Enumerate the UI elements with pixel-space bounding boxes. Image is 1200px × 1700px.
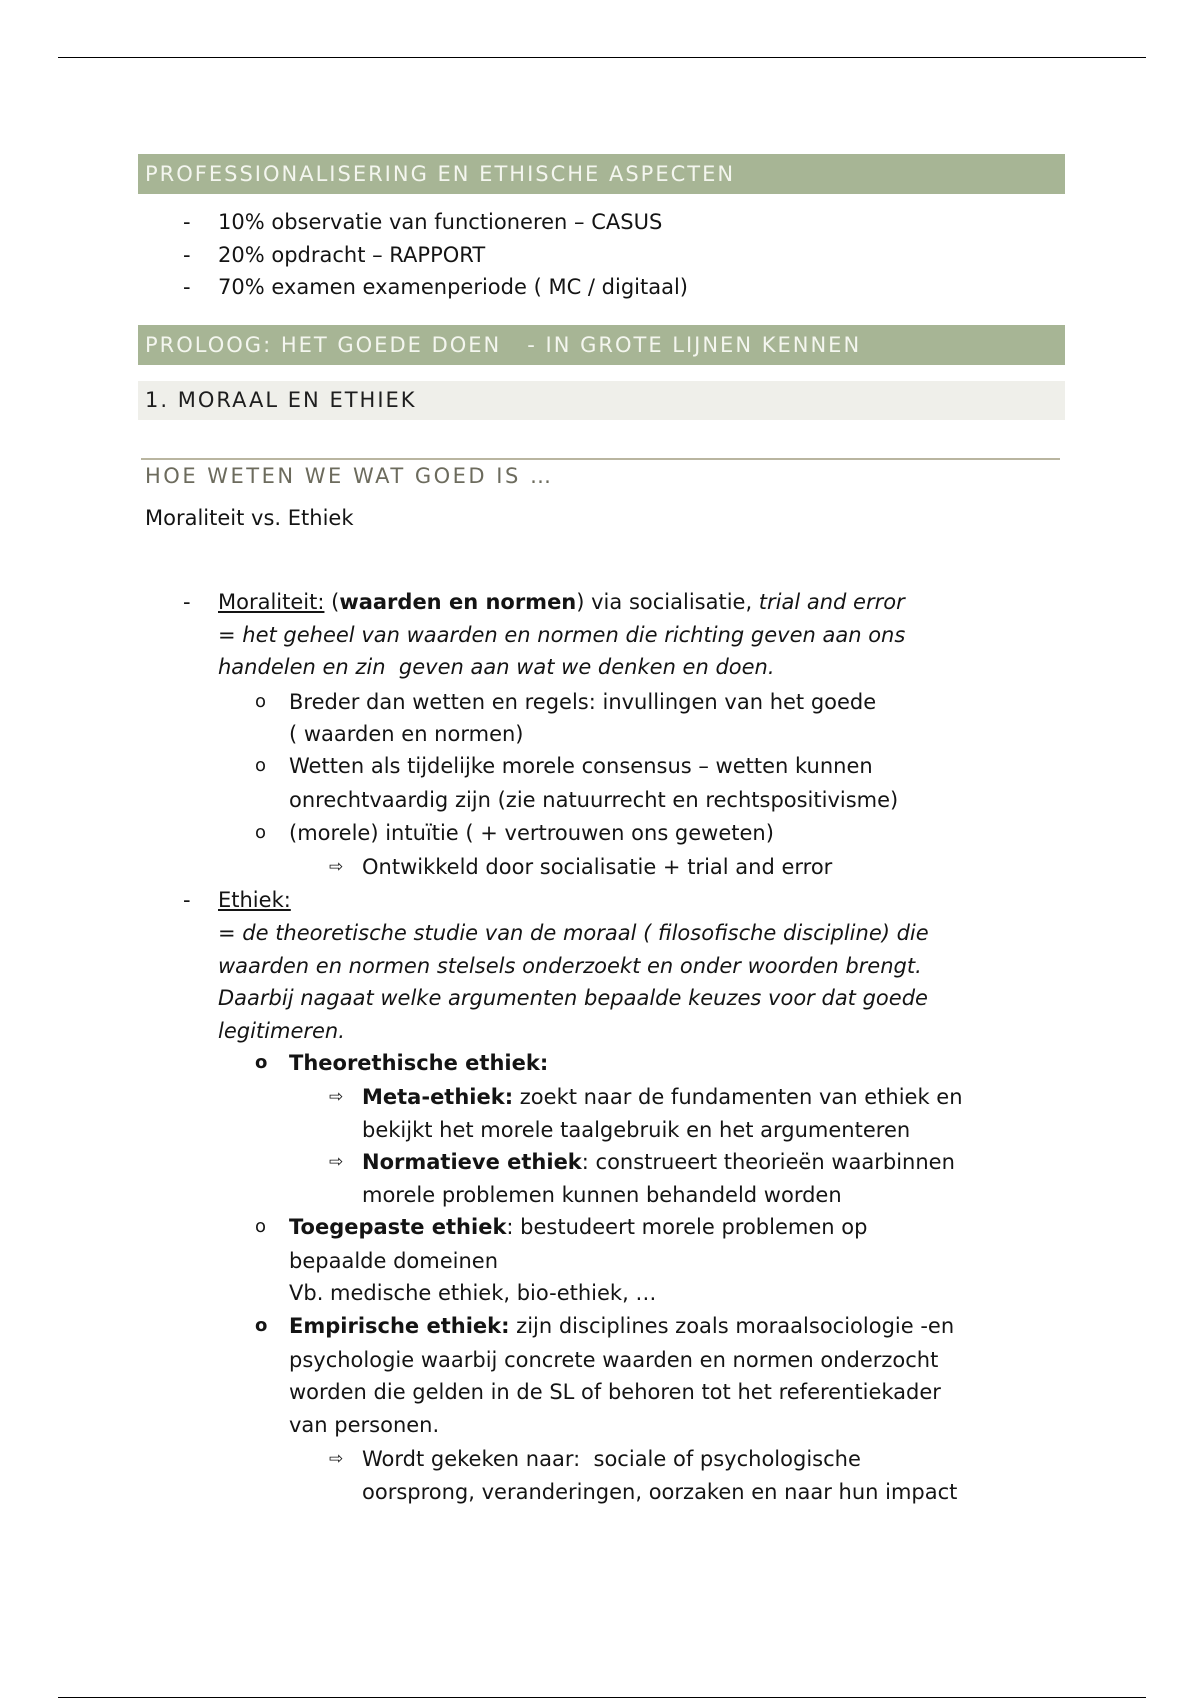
page-top-rule xyxy=(58,57,1146,58)
normatieve-ethiek-text: : construeert theorieën waarbinnen xyxy=(581,1150,955,1174)
prologue-header-bar xyxy=(138,325,1065,365)
moraliteit-open: ( xyxy=(324,590,340,614)
list-dash-marker: - xyxy=(183,210,191,234)
ethiek-definition-line: Daarbij nagaat welke argumenten bepaalde keuzes voor dat goede xyxy=(218,986,928,1010)
moraliteit-keywords: waarden en normen xyxy=(339,590,577,614)
assessment-item-examen: 70% examen examenperiode ( MC / digitaal) xyxy=(218,275,688,299)
list-circle-marker: o xyxy=(255,1052,268,1073)
empirische-ethiek-item xyxy=(289,1310,954,1342)
list-circle-marker: o xyxy=(255,1216,267,1237)
moraliteit-definition-line: handelen en zin geven aan wat we denken en doen. xyxy=(218,655,775,679)
meta-ethiek-text-line: bekijkt het morele taalgebruik en het argumenteren xyxy=(362,1118,911,1142)
assessment-item-casus: 10% observatie van functioneren – CASUS xyxy=(218,210,663,234)
moraliteit-point-line: onrechtvaardig zijn (zie natuurrecht en rechtspositivisme) xyxy=(289,788,899,812)
list-circle-marker: o xyxy=(255,822,267,843)
ethiek-definition-line: = de theoretische studie van de moraal ( filosofische discipline) die xyxy=(218,921,929,945)
moraliteit-method: trial and error xyxy=(758,590,905,614)
empirische-ethiek-label: Empirische ethiek: xyxy=(289,1314,510,1338)
list-dash-marker: - xyxy=(183,590,191,614)
course-header-bar xyxy=(138,154,1065,194)
moraliteit-term: Moraliteit: xyxy=(218,590,325,614)
subheading: HOE WETEN WE WAT GOED IS … xyxy=(145,464,554,488)
ethiek-definition-line: legitimeren. xyxy=(218,1019,345,1043)
arrow-marker-icon: ⇨ xyxy=(329,1152,344,1172)
moraliteit-via: ) via socialisatie, xyxy=(576,590,759,614)
list-dash-marker: - xyxy=(183,888,191,912)
chapter-title-bar xyxy=(138,381,1065,420)
ethiek-definition-line: waarden en normen stelsels onderzoekt en onder woorden brengt. xyxy=(218,954,922,978)
meta-ethiek-text: zoekt naar de fundamenten van ethiek en xyxy=(513,1085,963,1109)
empirische-ethiek-sub-point: Wordt gekeken naar: sociale of psychologische xyxy=(362,1447,861,1471)
list-circle-marker: o xyxy=(255,1315,268,1336)
toegepaste-ethiek-example: Vb. medische ethiek, bio-ethiek, … xyxy=(289,1281,657,1305)
arrow-marker-icon: ⇨ xyxy=(329,857,344,877)
empirische-ethiek-text-line: van personen. xyxy=(289,1413,440,1437)
meta-ethiek-label: Meta-ethiek: xyxy=(362,1085,514,1109)
normatieve-ethiek-item xyxy=(362,1146,955,1178)
moraliteit-point-line: Breder dan wetten en regels: invullingen van het goede xyxy=(289,690,877,714)
meta-ethiek-item xyxy=(362,1081,963,1113)
empirische-ethiek-text-line: worden die gelden in de SL of behoren tot het referentiekader xyxy=(289,1380,941,1404)
ethiek-term: Ethiek: xyxy=(218,888,291,912)
list-dash-marker: - xyxy=(183,243,191,267)
arrow-marker-icon: ⇨ xyxy=(329,1449,344,1469)
moraliteit-point-line: ( waarden en normen) xyxy=(289,722,524,746)
empirische-ethiek-text: zijn disciplines zoals moraalsociologie -en xyxy=(509,1314,955,1338)
intro-text: Moraliteit vs. Ethiek xyxy=(145,506,354,530)
chapter-title: 1. MORAAL EN ETHIEK xyxy=(145,388,417,412)
toegepaste-ethiek-text-line: bepaalde domeinen xyxy=(289,1249,499,1273)
normatieve-ethiek-label: Normatieve ethiek xyxy=(362,1150,582,1174)
prologue-header-title: PROLOOG: HET GOEDE DOEN - IN GROTE LIJNEN KENNEN xyxy=(145,333,862,357)
list-dash-marker: - xyxy=(183,275,191,299)
empirische-ethiek-text-line: psychologie waarbij concrete waarden en normen onderzocht xyxy=(289,1348,939,1372)
moraliteit-point-line: (morele) intuïtie ( + vertrouwen ons geweten) xyxy=(289,821,774,845)
list-circle-marker: o xyxy=(255,755,267,776)
assessment-item-rapport: 20% opdracht – RAPPORT xyxy=(218,243,486,267)
moraliteit-sub-point: Ontwikkeld door socialisatie + trial and error xyxy=(362,855,833,879)
moraliteit-point-line: Wetten als tijdelijke morele consensus – wetten kunnen xyxy=(289,754,873,778)
toegepaste-ethiek-label: Toegepaste ethiek xyxy=(289,1215,507,1239)
toegepaste-ethiek-text: : bestudeert morele problemen op xyxy=(506,1215,868,1239)
empirische-ethiek-sub-point-line: oorsprong, veranderingen, oorzaken en naar hun impact xyxy=(362,1480,958,1504)
toegepaste-ethiek-item xyxy=(289,1211,867,1243)
normatieve-ethiek-text-line: morele problemen kunnen behandeld worden xyxy=(362,1183,842,1207)
theoretische-ethiek-label: Theorethische ethiek: xyxy=(289,1051,549,1075)
list-circle-marker: o xyxy=(255,691,267,712)
moraliteit-item xyxy=(218,586,905,618)
moraliteit-definition-line: = het geheel van waarden en normen die richting geven aan ons xyxy=(218,623,906,647)
course-header-title: PROFESSIONALISERING EN ETHISCHE ASPECTEN xyxy=(145,162,736,186)
page-bottom-rule xyxy=(58,1697,1146,1698)
arrow-marker-icon: ⇨ xyxy=(329,1087,344,1107)
